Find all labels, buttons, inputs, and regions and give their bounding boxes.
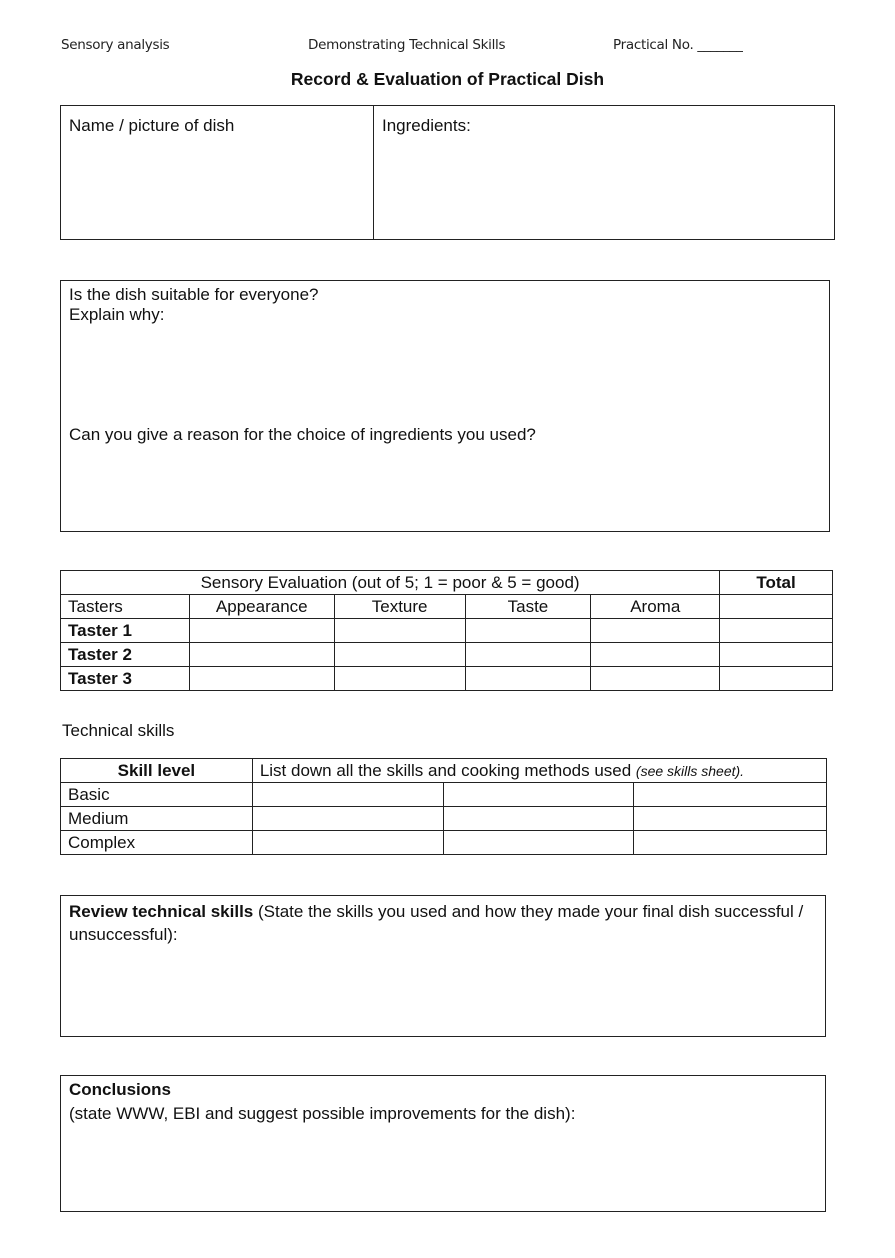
skill-cell[interactable] — [252, 831, 443, 855]
conclusions-label: Conclusions — [69, 1080, 172, 1099]
score-cell[interactable] — [189, 643, 334, 667]
header-topic: Demonstrating Technical Skills — [308, 37, 506, 53]
skill-level-label: Medium — [61, 807, 253, 831]
review-label: Review technical skills — [69, 902, 254, 921]
total-header: Total — [720, 571, 833, 595]
table-header-row — [61, 595, 833, 619]
score-cell[interactable] — [465, 643, 591, 667]
column-header-taste: Taste — [465, 595, 591, 619]
skills-list-header — [252, 759, 826, 783]
total-cell[interactable] — [720, 619, 833, 643]
skill-level-label: Basic — [61, 783, 253, 807]
taster-label: Taster 3 — [61, 667, 190, 691]
skill-cell[interactable] — [443, 783, 634, 807]
sensory-evaluation-table — [60, 570, 833, 691]
table-row — [61, 807, 827, 831]
column-header-appearance: Appearance — [189, 595, 334, 619]
score-cell[interactable] — [189, 619, 334, 643]
dish-name-label: Name / picture of dish — [69, 116, 235, 135]
score-cell[interactable] — [465, 619, 591, 643]
conclusions-instructions: (state WWW, EBI and suggest possible improvements for the dish): — [69, 1104, 576, 1123]
skill-cell[interactable] — [443, 807, 634, 831]
questions-box[interactable] — [60, 280, 830, 532]
skills-list-header-text: List down all the skills and cooking methods used — [259, 760, 636, 780]
header-practical-number: Practical No. _______ — [613, 37, 743, 53]
review-technical-skills-box[interactable] — [60, 895, 826, 1037]
table-row — [61, 783, 827, 807]
dish-box — [60, 105, 835, 240]
column-header-aroma: Aroma — [591, 595, 720, 619]
table-row — [61, 667, 833, 691]
skills-sheet-note: (see skills sheet). — [635, 762, 745, 779]
technical-skills-heading: Technical skills — [62, 721, 175, 740]
skill-level-header: Skill level — [61, 759, 253, 783]
suitability-question: Is the dish suitable for everyone? — [69, 285, 319, 304]
column-header-texture: Texture — [334, 595, 465, 619]
score-cell[interactable] — [591, 619, 720, 643]
table-header-row — [61, 759, 827, 783]
dish-name-field[interactable] — [61, 106, 374, 239]
total-cell[interactable] — [720, 595, 833, 619]
score-cell[interactable] — [591, 667, 720, 691]
total-cell[interactable] — [720, 643, 833, 667]
review-instructions: (State the skills you used and how they made your final dish successful / unsuccessful): — [69, 902, 804, 944]
skill-cell[interactable] — [634, 783, 827, 807]
table-title-row — [61, 571, 833, 595]
skill-cell[interactable] — [252, 807, 443, 831]
table-row — [61, 643, 833, 667]
table-row — [61, 619, 833, 643]
skill-cell[interactable] — [252, 783, 443, 807]
skill-cell[interactable] — [634, 831, 827, 855]
ingredients-label: Ingredients: — [382, 116, 471, 135]
skill-cell[interactable] — [443, 831, 634, 855]
table-row — [61, 831, 827, 855]
conclusions-box[interactable] — [60, 1075, 826, 1212]
technical-skills-table — [60, 758, 827, 855]
taster-label: Taster 1 — [61, 619, 190, 643]
taster-label: Taster 2 — [61, 643, 190, 667]
header-subject: Sensory analysis — [61, 37, 170, 53]
column-header-tasters: Tasters — [61, 595, 190, 619]
page-title: Record & Evaluation of Practical Dish — [290, 69, 605, 89]
score-cell[interactable] — [334, 619, 465, 643]
score-cell[interactable] — [591, 643, 720, 667]
total-cell[interactable] — [720, 667, 833, 691]
ingredient-choice-question: Can you give a reason for the choice of ingredients you used? — [69, 425, 536, 444]
explain-why-label: Explain why: — [69, 305, 165, 324]
score-cell[interactable] — [334, 643, 465, 667]
score-cell[interactable] — [189, 667, 334, 691]
skill-cell[interactable] — [634, 807, 827, 831]
skill-level-label: Complex — [61, 831, 253, 855]
score-cell[interactable] — [465, 667, 591, 691]
sensory-table-title: Sensory Evaluation (out of 5; 1 = poor & 5 = good) — [61, 571, 720, 595]
score-cell[interactable] — [334, 667, 465, 691]
ingredients-field[interactable] — [374, 106, 834, 239]
